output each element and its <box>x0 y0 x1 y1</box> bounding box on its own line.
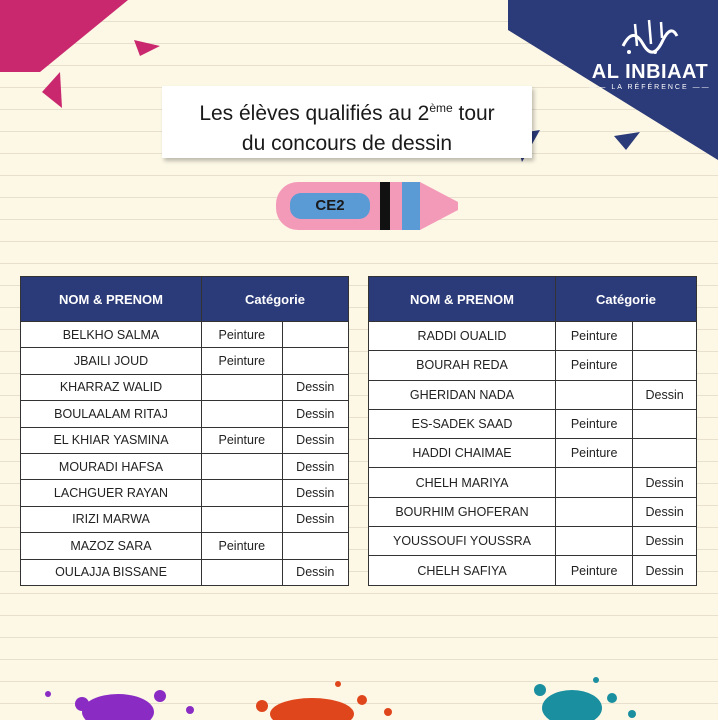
student-name-cell: CHELH SAFIYA <box>369 556 556 585</box>
category-peinture-cell <box>202 453 283 479</box>
category-dessin-cell: Dessin <box>633 497 697 526</box>
students-table-right <box>368 276 697 586</box>
category-peinture-cell: Peinture <box>556 439 633 468</box>
category-peinture-cell <box>202 374 283 400</box>
table-row <box>369 322 697 351</box>
student-name-cell: IRIZI MARWA <box>21 506 202 532</box>
student-name-cell: BELKHO SALMA <box>21 322 202 348</box>
title-line-1: Les élèves qualifiés au 2ème tour <box>199 101 495 125</box>
category-peinture-cell <box>556 380 633 409</box>
student-name-cell: OULAJJA BISSANE <box>21 559 202 585</box>
calligraphy-logo-icon <box>615 16 685 56</box>
category-dessin-cell: Dessin <box>633 527 697 556</box>
table-row <box>21 374 349 400</box>
category-peinture-cell: Peinture <box>556 322 633 351</box>
category-peinture-cell: Peinture <box>202 533 283 559</box>
category-dessin-cell: Dessin <box>282 506 348 532</box>
table-row <box>369 497 697 526</box>
page-title <box>162 86 532 158</box>
category-dessin-cell: Dessin <box>633 468 697 497</box>
category-dessin-cell: Dessin <box>282 480 348 506</box>
category-dessin-cell: Dessin <box>633 380 697 409</box>
category-dessin-cell <box>633 322 697 351</box>
category-dessin-cell <box>633 351 697 380</box>
student-name-cell: BOURAH REDA <box>369 351 556 380</box>
student-name-cell: MOURADI HAFSA <box>21 453 202 479</box>
table-row <box>21 559 349 585</box>
header-name: NOM & PRENOM <box>369 277 556 322</box>
table-header-row <box>369 277 697 322</box>
navy-triangle <box>614 132 640 150</box>
category-peinture-cell <box>202 506 283 532</box>
table-row <box>21 427 349 453</box>
category-peinture-cell <box>556 527 633 556</box>
level-badge: CE2 <box>315 197 345 214</box>
magenta-corner-shape <box>0 0 128 72</box>
table-row <box>369 380 697 409</box>
category-dessin-cell: Dessin <box>282 427 348 453</box>
table-row <box>369 439 697 468</box>
table-header-row <box>21 277 349 322</box>
table-row <box>21 348 349 374</box>
table-row <box>21 506 349 532</box>
category-peinture-cell: Peinture <box>202 322 283 348</box>
student-name-cell: YOUSSOUFI YOUSSRA <box>369 527 556 556</box>
student-name-cell: LACHGUER RAYAN <box>21 480 202 506</box>
category-dessin-cell: Dessin <box>282 401 348 427</box>
category-peinture-cell <box>202 480 283 506</box>
student-name-cell: CHELH MARIYA <box>369 468 556 497</box>
category-peinture-cell: Peinture <box>556 409 633 438</box>
brand-name: AL INBIAAT <box>591 61 709 83</box>
title-line-2: du concours de dessin <box>241 132 453 155</box>
table-row <box>369 409 697 438</box>
table-row <box>21 453 349 479</box>
paint-splashes <box>45 677 636 720</box>
student-name-cell: GHERIDAN NADA <box>369 380 556 409</box>
student-name-cell: HADDI CHAIMAE <box>369 439 556 468</box>
table-row <box>21 480 349 506</box>
table-row <box>369 556 697 585</box>
table-row <box>369 527 697 556</box>
table-row <box>21 322 349 348</box>
header-category: Catégorie <box>556 277 697 322</box>
header-name: NOM & PRENOM <box>21 277 202 322</box>
student-name-cell: ES-SADEK SAAD <box>369 409 556 438</box>
table-row <box>21 533 349 559</box>
brand-logo <box>586 16 714 91</box>
category-peinture-cell: Peinture <box>556 556 633 585</box>
category-dessin-cell: Dessin <box>633 556 697 585</box>
table-row <box>369 351 697 380</box>
header-category: Catégorie <box>202 277 349 322</box>
student-name-cell: JBAILI JOUD <box>21 348 202 374</box>
category-peinture-cell: Peinture <box>202 427 283 453</box>
category-dessin-cell <box>633 439 697 468</box>
student-name-cell: KHARRAZ WALID <box>21 374 202 400</box>
student-name-cell: EL KHIAR YASMINA <box>21 427 202 453</box>
student-name-cell: RADDI OUALID <box>369 322 556 351</box>
students-table-left <box>20 276 349 586</box>
category-dessin-cell <box>282 348 348 374</box>
category-dessin-cell <box>282 322 348 348</box>
category-peinture-cell: Peinture <box>556 351 633 380</box>
category-peinture-cell <box>202 559 283 585</box>
category-dessin-cell: Dessin <box>282 559 348 585</box>
category-dessin-cell <box>633 409 697 438</box>
magenta-triangle <box>134 40 160 56</box>
student-name-cell: BOURHIM GHOFERAN <box>369 497 556 526</box>
category-peinture-cell: Peinture <box>202 348 283 374</box>
student-name-cell: BOULAALAM RITAJ <box>21 401 202 427</box>
category-dessin-cell: Dessin <box>282 453 348 479</box>
category-peinture-cell <box>556 497 633 526</box>
student-name-cell: MAZOZ SARA <box>21 533 202 559</box>
category-dessin-cell <box>282 533 348 559</box>
table-row <box>369 468 697 497</box>
category-peinture-cell <box>202 401 283 427</box>
brand-tagline: —— LA RÉFÉRENCE —— <box>589 84 711 91</box>
category-peinture-cell <box>556 468 633 497</box>
category-dessin-cell: Dessin <box>282 374 348 400</box>
magenta-triangle <box>42 72 62 108</box>
table-row <box>21 401 349 427</box>
